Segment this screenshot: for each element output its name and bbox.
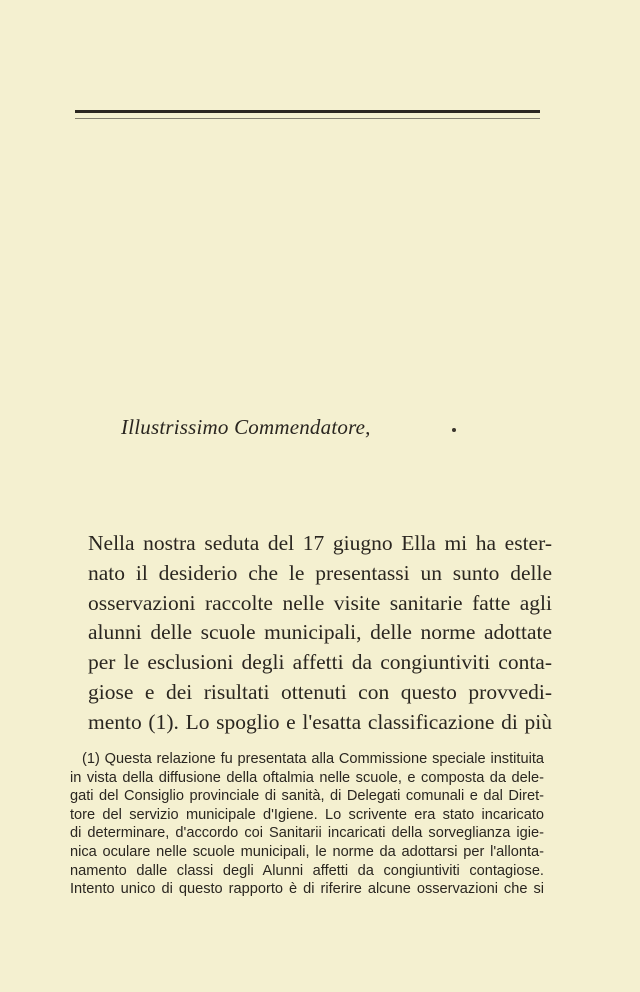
footnote-line: tore del servizio municipale d'Igiene. Lo scrivente era stato incaricato: [70, 806, 544, 823]
body-line: per le esclusioni degli affetti da congiuntiviti conta-: [88, 650, 552, 675]
footnote-line: namento dalle classi degli Alunni affetti da congiuntiviti contagiose.: [70, 862, 544, 879]
body-paragraph: [88, 529, 552, 738]
body-line: mento (1). Lo spoglio e l'esatta classificazione di più: [88, 709, 552, 734]
header-rule-thick: [75, 110, 540, 113]
body-line: nato il desiderio che le presentassi un sunto delle: [88, 560, 552, 585]
footnote: [70, 750, 544, 899]
body-line: giose e dei risultati ottenuti con questo provvedi-: [88, 679, 552, 704]
footnote-line: Intento unico di questo rapporto è di riferire alcune osservazioni che si: [70, 881, 544, 898]
body-line: alunni delle scuole municipali, delle norme adottate: [88, 620, 552, 645]
header-rule-thin: [75, 118, 540, 119]
salutation: Illustrissimo Commendatore,: [121, 415, 371, 439]
footnote-line: gati del Consiglio provinciale di sanità, di Delegati comunali e dal Diret-: [70, 788, 544, 805]
body-line: osservazioni raccolte nelle visite sanitarie fatte agli: [88, 590, 552, 615]
footnote-line: (1) Questa relazione fu presentata alla Commissione speciale instituita: [82, 751, 544, 767]
footnote-line: nica oculare nelle scuole municipali, le norme da adottarsi per l'allonta-: [70, 843, 544, 860]
footnote-line: di determinare, d'accordo coi Sanitarii incaricati della sorveglianza igie-: [70, 825, 544, 842]
stray-dot-mark: [452, 428, 456, 432]
body-line: Nella nostra seduta del 17 giugno Ella mi ha ester-: [88, 531, 552, 555]
footnote-line: in vista della diffusione della oftalmia nelle scuole, e composta da dele-: [70, 769, 544, 786]
